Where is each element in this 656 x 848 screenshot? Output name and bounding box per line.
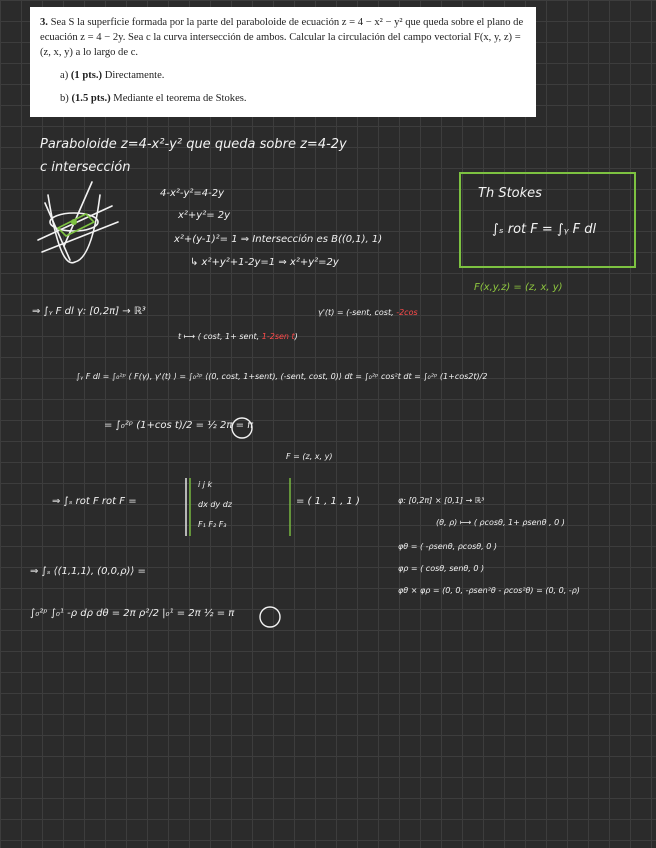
problem-number: 3. (40, 17, 48, 28)
line-result-direct: = ∫₀²ᵖ (1+cos t)/2 = ½ 2π = π (104, 420, 254, 431)
gamma-param-end: ) (294, 332, 298, 341)
gamma-param-text: t ⟼ ( cost, 1+ sent, (178, 332, 260, 341)
problem-text: Sea S la superficie formada por la parte del paraboloide de ecuación z = 4 − x² − y² que queda sobre el plano de ecuación z = 4 − 2y. Sea c la curva intersección de ambos. Calcular la circulación del campo vectorial F(x, y, z) = (z, x, y) a lo largo de c. (40, 17, 524, 58)
det-row-3: F₁ F₂ F₃ (198, 520, 227, 529)
field-green: F(x,y,z) = (z, x, y) (474, 282, 563, 293)
part-a-label: a) (60, 70, 69, 81)
det-result: = ( 1 , 1 , 1 ) (296, 496, 360, 507)
gamma-prime-red: -2cos (396, 308, 418, 317)
stokes-title: Th Stokes (478, 186, 542, 201)
gamma-param-red: 1-2sen t (261, 332, 295, 341)
phi-rho: φρ = ( cosθ, senθ, 0 ) (398, 564, 485, 573)
line-circle-eq: x²+y²= 2y (178, 210, 231, 221)
part-b-text: Mediante el teorema de Stokes. (113, 93, 247, 104)
gamma-prime-text: γ'(t) = (-sent, cost, (318, 308, 394, 317)
line-c-interseccion: c intersección (40, 160, 131, 175)
line-rot-f: ⇒ ∫ₛ rot F rot F = (52, 496, 137, 507)
line-stokes-integral: ⇒ ∫ₛ ⟨(1,1,1), (0,0,ρ)⟩ = (30, 566, 146, 577)
line-stokes-result: ∫₀²ᵖ ∫₀¹ -ρ dρ dθ = 2π ρ²/2 |₀¹ = 2π ½ = π (30, 608, 235, 619)
det-row-2: dx dy dz (198, 500, 232, 509)
part-a-text: Directamente. (104, 70, 165, 81)
part-a-points: (1 pts.) (70, 70, 103, 81)
det-row-1: i j k (198, 480, 213, 489)
line-gamma-prime (318, 308, 418, 317)
line-gamma-param (178, 332, 298, 341)
phi-def: φ: [0,2π] × [0,1] → ℝ³ (398, 496, 485, 505)
line-paraboloid: Paraboloide z=4-x²-y² que queda sobre z=4-2y (40, 137, 347, 152)
line-check: ↳ x²+y²+1-2y=1 ⇒ x²+y²=2y (190, 257, 339, 268)
part-b-points: (1.5 pts.) (71, 93, 111, 104)
line-gamma-def: ⇒ ∫ᵧ F dl γ: [0,2π] → ℝ³ (32, 306, 146, 317)
phi-theta: φθ = ( -ρsenθ, ρcosθ, 0 ) (398, 542, 498, 551)
line-intersection: x²+(y-1)²= 1 ⇒ Intersección es B((0,1), 1) (174, 234, 383, 245)
part-b-label: b) (60, 93, 69, 104)
phi-cross: φθ × φρ = (0, 0, -ρsen²θ - ρcos²θ) = (0, 0, -ρ) (398, 586, 580, 595)
stokes-formula: ∫ₛ rot F = ∫ᵧ F dl (492, 222, 597, 237)
phi-map: (θ, ρ) ⟼ ( ρcosθ, 1+ ρsenθ , 0 ) (436, 518, 565, 527)
field-restated: F = (z, x, y) (286, 452, 333, 461)
line-integral-direct: ∫ᵧ F dl = ∫₀²ᵖ ⟨ F(γ), γ'(t) ⟩ = ∫₀²ᵖ ⟨(0, cost, 1+sent), (-sent, cost, 0)⟩ dt = ∫₀²ᵖ cos²t dt = ∫₀²ᵖ (1+cos2t)/2 (76, 372, 488, 381)
line-equate: 4-x²-y²=4-2y (160, 188, 225, 199)
